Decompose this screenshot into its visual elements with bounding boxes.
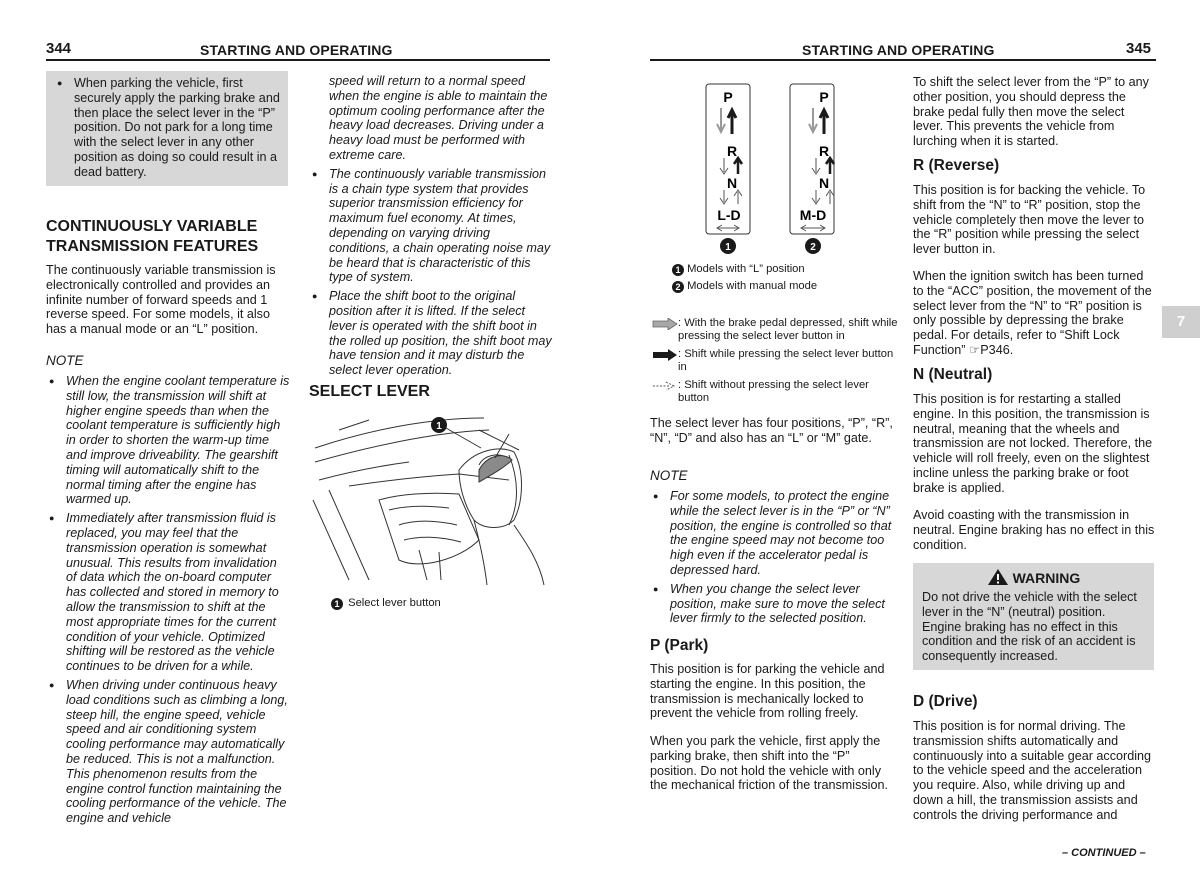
callout-number: 1 (436, 421, 442, 432)
legend-1: : With the brake pedal depressed, shift while pressing the select lever button in (678, 317, 898, 342)
warning-triangle-icon (987, 568, 1009, 586)
drive-heading: D (Drive) (913, 693, 978, 710)
cvt-heading-line1: CONTINUOUSLY VARIABLE (46, 218, 258, 235)
note-bullet-1: ● When the engine coolant temperature is still low, the transmission will shift at higher engine speeds than when the coolant temperature is sufficiently high in order to shorten the warm-up time and improve driveability. The gearshift timing will automatically shift to the normal timing after the engine has warmed up. (46, 374, 290, 507)
warning-header (913, 568, 1154, 586)
note-bullet-2: ● Immediately after transmission fluid is replaced, you may feel that the transmission operation is somewhat unusual. This results from invalidation of data which the on-board computer has collected and stored in memory to allow the transmission to shift at the most appropriate times for the current condition of your vehicle. Optimized shifting will be restored as the vehicle continues to be driven for a while. (46, 511, 290, 674)
gate-2 (790, 84, 834, 254)
model-2-row (672, 280, 817, 293)
note-list-right (650, 489, 894, 626)
gate-2-label: 2 (810, 242, 816, 253)
page-number-left: 344 (46, 40, 72, 57)
header-title-left: STARTING AND OPERATING (200, 42, 393, 58)
figure-caption: Select lever button (348, 597, 441, 609)
warning-label: WARNING (1012, 570, 1081, 586)
chapter-tab: 7 (1162, 306, 1200, 338)
model-1-marker: 1 (672, 264, 684, 276)
park-text-1: This position is for parking the vehicle and starting the engine. In this position, the transmission is mechanically locked to prevent the vehicle from rolling freely. (650, 662, 885, 721)
legend-arrow-outline-icon (652, 380, 678, 392)
note-right-bullet-2: ● When you change the select lever position, make sure to move the select lever firmly to the selected position. (650, 582, 894, 626)
model-2-marker: 2 (672, 281, 684, 293)
reverse-heading: R (Reverse) (913, 157, 1000, 174)
neutral-text-1: This position is for restarting a stalled engine. In this position, the transmission is neutral, meaning that the wheels and transmission are not locked. Therefore, the vehicle will roll freely, even on the slightest incline unless the parking brake or foot brake is applied. (913, 392, 1153, 495)
legend-3: : Shift without pressing the select lever button (678, 379, 869, 404)
caution-text: ● When parking the vehicle, first securely apply the parking brake and then place the select lever in the “P” position. Do not park for a long time with the select lever in any other position as doing so could result in a dead battery. (54, 76, 282, 180)
col2-text (309, 74, 553, 378)
gate-2-n: N (818, 175, 830, 191)
figure-caption-row (331, 597, 441, 610)
note-list-left (46, 374, 290, 826)
note-label-right: NOTE (650, 468, 688, 483)
col2-bullet-2: ● Place the shift boot to the original position after it is lifted. If the select lever is operated with the shift boot in the rolled up position, the shift boot may have tension and it may disturb the select lever operation. (309, 289, 553, 378)
cvt-heading (46, 217, 296, 257)
cvt-intro: The continuously variable transmission is electronically controlled and provides an infinite number of forward speeds and 1 reverse speed. For some models, it also has a manual mode or an “L” position. (46, 263, 276, 337)
park-heading: P (Park) (650, 637, 709, 654)
select-lever-illustration (309, 410, 549, 590)
positions-text: The select lever has four positions, “P”, “R”, “N”, “D” and also has an “L” or “M” gate. (650, 416, 893, 445)
warning-box (913, 563, 1154, 670)
gate-2-r: R (818, 143, 830, 159)
model-1-text: Models with “L” position (687, 263, 805, 275)
gate-1-label: 1 (725, 242, 731, 253)
gate-2-p: P (819, 89, 829, 105)
cvt-heading-line2: TRANSMISSION FEATURES (46, 238, 259, 255)
header-title-right: STARTING AND OPERATING (802, 42, 995, 58)
legend-arrow-black-icon (652, 349, 678, 361)
header-rule-left (46, 59, 550, 61)
figure-caption-marker: 1 (331, 598, 343, 610)
legend-arrow-gray-icon (652, 318, 678, 330)
gate-2-md: M-D (799, 207, 827, 223)
neutral-text-2: Avoid coasting with the transmission in neutral. Engine braking has no effect in this condition. (913, 508, 1155, 552)
model-2-text: Models with manual mode (687, 280, 818, 292)
warning-text: Do not drive the vehicle with the select lever in the “N” (neutral) position. Engine braking has no effect in this condition and the risk of an accident is consequently increased. (922, 590, 1137, 664)
reverse-text-2: When the ignition switch has been turned to the “ACC” position, the movement of the select lever from the “N” to “R” position is only possible by depressing the brake pedal. For details, refer to “Shift Lock Function” ☞P346. (913, 269, 1152, 357)
col2-continued: speed will return to a normal speed when the engine is able to maintain the optimum cooling performance after the heavy load decreases. Driving under a heavy load must be performed with extreme care. (329, 74, 548, 162)
note-right-bullet-1: ● For some models, to protect the engine while the select lever is in the “P” or “N” position, the engine is controlled so that the engine speed may not become too high even if the accelerator pedal is depressed hard. (650, 489, 894, 578)
gate-1 (706, 84, 750, 254)
gate-1-n: N (726, 175, 738, 191)
reverse-text-1: This position is for backing the vehicle. To shift from the “N” to “R” position, stop the vehicle completely then move the lever to the “R” position while pressing the select lever button in. (913, 183, 1146, 257)
gate-1-ld: L-D (717, 207, 741, 223)
note-label-left: NOTE (46, 353, 84, 368)
shift-from-p: To shift the select lever from the “P” to any other position, you should depress the brake pedal fully then move the select lever. This prevents the vehicle from lurching when it is started. (913, 75, 1149, 149)
continued-label: – CONTINUED – (1062, 847, 1146, 859)
gate-1-r: R (726, 143, 738, 159)
park-text-2: When you park the vehicle, first apply the parking brake, then shift into the “P” position. Do not hold the vehicle with only the mechanical friction of the transmission. (650, 734, 888, 793)
select-lever-heading: SELECT LEVER (309, 383, 430, 400)
header-rule-right (650, 59, 1156, 61)
caution-box (46, 71, 288, 186)
page-number-right: 345 (1126, 40, 1152, 57)
col2-bullet-1: ● The continuously variable transmission is a chain type system that provides superior transmission efficiency for maximum fuel economy. At times, depending on varying driving conditions, a chain operating noise may be heard that is characteristic of this type of system. (309, 167, 553, 285)
neutral-heading: N (Neutral) (913, 366, 993, 383)
note-bullet-3: ● When driving under continuous heavy load conditions such as climbing a long, steep hill, the engine speed, vehicle speed and air conditioning system cooling performance may automatically be reduced. This is not a malfunction. This phenomenon results from the engine control function maintaining the cooling performance of the vehicle. The engine and vehicle (46, 678, 290, 826)
gate-1-p: P (723, 89, 733, 105)
drive-text: This position is for normal driving. The transmission shifts automatically and continuously into a suitable gear according to the vehicle speed and the acceleration you require. Also, while driving up and down a hill, the transmission assists and controls the driving performance and (913, 719, 1152, 822)
legend-2: : Shift while pressing the select lever button in (678, 348, 894, 373)
gate-diagrams (700, 82, 850, 257)
model-1-row (672, 263, 805, 276)
